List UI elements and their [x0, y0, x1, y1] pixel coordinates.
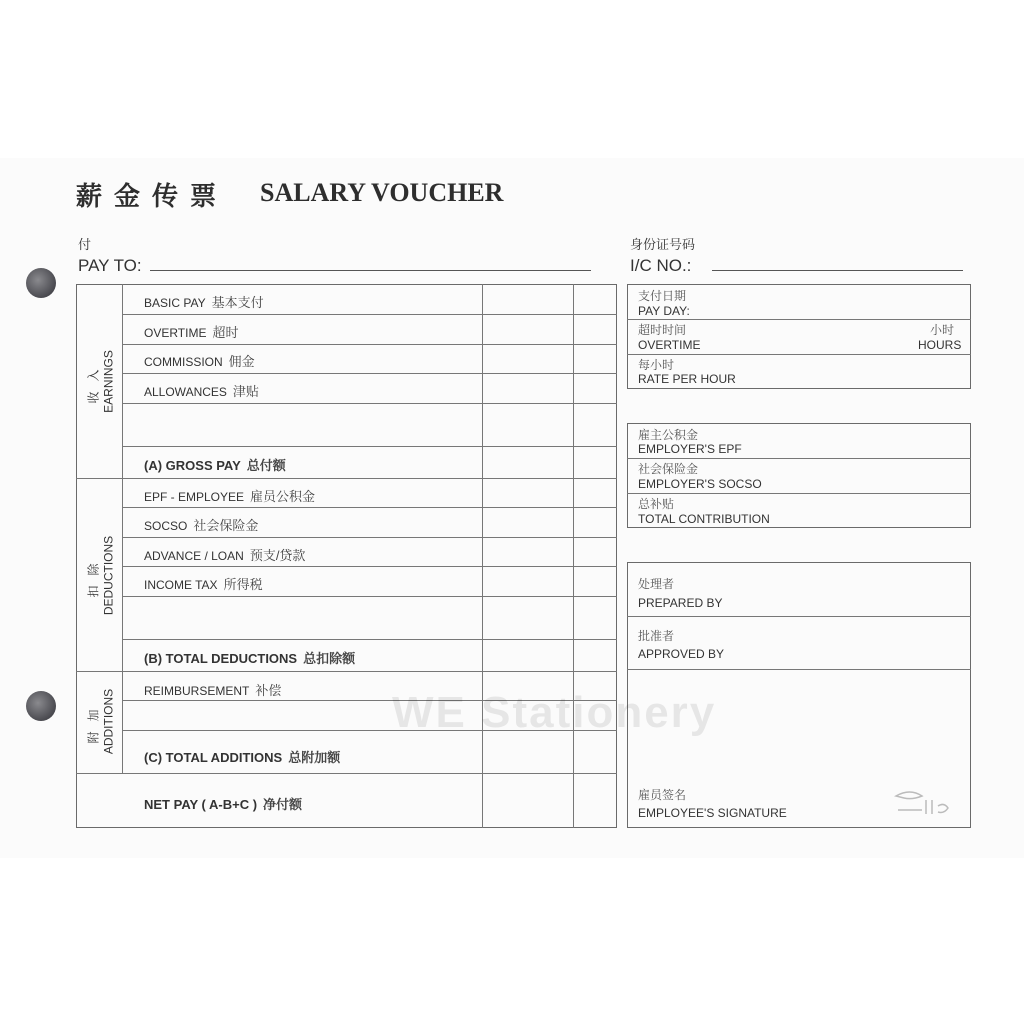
- rate-per-hour-label-zh: 每小时: [638, 358, 675, 372]
- section-line: [76, 478, 617, 479]
- total-deductions-label: (B) TOTAL DEDUCTIONS 总扣除额: [144, 651, 356, 666]
- binder-hole-top: [26, 268, 56, 298]
- total-additions-label: (C) TOTAL ADDITIONS 总附加额: [144, 750, 341, 765]
- total-contribution-label-zh: 总补贴: [638, 497, 675, 511]
- row-line: [122, 373, 617, 374]
- ic-no-field[interactable]: [712, 270, 963, 271]
- employee-signature-label: EMPLOYEE'S SIGNATURE: [638, 806, 787, 820]
- advance-loan-label: ADVANCE / LOAN 预支/贷款: [144, 548, 306, 563]
- earnings-side-zh: 收入: [86, 359, 101, 404]
- title-english: SALARY VOUCHER: [260, 178, 504, 207]
- section-line: [76, 773, 617, 774]
- cents-column-divider: [573, 284, 574, 828]
- row-line: [627, 458, 971, 459]
- pay-to-label-zh: 付: [78, 237, 92, 252]
- earnings-side-label: [85, 322, 116, 442]
- brand-logo-icon: [892, 786, 960, 820]
- earnings-side-en: EARNINGS: [101, 350, 116, 413]
- pay-day-label-zh: 支付日期: [638, 289, 687, 303]
- amount-column-divider: [482, 284, 483, 828]
- socso-label: SOCSO 社会保险金: [144, 518, 259, 533]
- row-line: [627, 354, 971, 355]
- additions-side-zh: 附加: [86, 699, 101, 744]
- section-line: [76, 671, 617, 672]
- row-line: [122, 446, 617, 447]
- row-line: [122, 403, 617, 404]
- row-line: [627, 493, 971, 494]
- epf-employee-label: EPF - EMPLOYEE 雇员公积金: [144, 489, 316, 504]
- basic-pay-label: BASIC PAY 基本支付: [144, 295, 264, 310]
- additions-side-label: [85, 662, 116, 782]
- total-contribution-label: TOTAL CONTRIBUTION: [638, 512, 770, 526]
- row-line: [627, 319, 971, 320]
- allowances-label: ALLOWANCES 津贴: [144, 384, 259, 399]
- overtime-label: OVERTIME 超时: [144, 325, 239, 340]
- row-line: [122, 596, 617, 597]
- deductions-side-zh: 扣除: [86, 553, 101, 598]
- income-tax-label: INCOME TAX 所得税: [144, 577, 263, 592]
- row-line: [122, 537, 617, 538]
- ic-no-label: I/C NO.:: [630, 256, 692, 275]
- employer-epf-label: EMPLOYER'S EPF: [638, 442, 742, 456]
- employee-signature-label-zh: 雇员签名: [638, 788, 687, 802]
- approved-by-label-zh: 批准者: [638, 629, 675, 643]
- prepared-by-label-zh: 处理者: [638, 577, 675, 591]
- binder-hole-bottom: [26, 691, 56, 721]
- deductions-side-label: [85, 516, 116, 636]
- row-line: [122, 507, 617, 508]
- row-line: [122, 639, 617, 640]
- employer-socso-label-zh: 社会保险金: [638, 462, 699, 476]
- reimbursement-label: REIMBURSEMENT 补偿: [144, 683, 282, 698]
- row-line: [122, 566, 617, 567]
- hours-unit-zh: 小时: [930, 323, 955, 337]
- deductions-side-en: DEDUCTIONS: [101, 535, 116, 616]
- gross-pay-label: (A) GROSS PAY 总付额: [144, 458, 286, 473]
- row-line: [627, 616, 971, 617]
- row-line: [122, 344, 617, 345]
- row-line: [122, 314, 617, 315]
- employer-epf-label-zh: 雇主公积金: [638, 428, 699, 442]
- commission-label: COMMISSION 佣金: [144, 354, 255, 369]
- watermark: WE Stationery: [392, 688, 717, 737]
- additions-side-en: ADDITIONS: [101, 688, 116, 755]
- net-pay-label: NET PAY ( A-B+C ) 净付额: [144, 797, 303, 812]
- pay-day-label: PAY DAY:: [638, 304, 690, 318]
- overtime-hours-label: OVERTIME: [638, 338, 701, 352]
- hours-unit: HOURS: [918, 338, 962, 352]
- title-chinese: 薪金传票: [76, 182, 229, 212]
- rate-per-hour-label: RATE PER HOUR: [638, 372, 736, 386]
- ic-no-label-zh: 身份证号码: [630, 237, 696, 252]
- overtime-hours-label-zh: 超时时间: [638, 323, 687, 337]
- approved-by-label: APPROVED BY: [638, 647, 725, 661]
- prepared-by-label: PREPARED BY: [638, 596, 723, 610]
- pay-to-field[interactable]: [150, 270, 591, 271]
- pay-to-label: PAY TO:: [78, 256, 142, 275]
- employer-socso-label: EMPLOYER'S SOCSO: [638, 477, 762, 491]
- row-line: [627, 669, 971, 670]
